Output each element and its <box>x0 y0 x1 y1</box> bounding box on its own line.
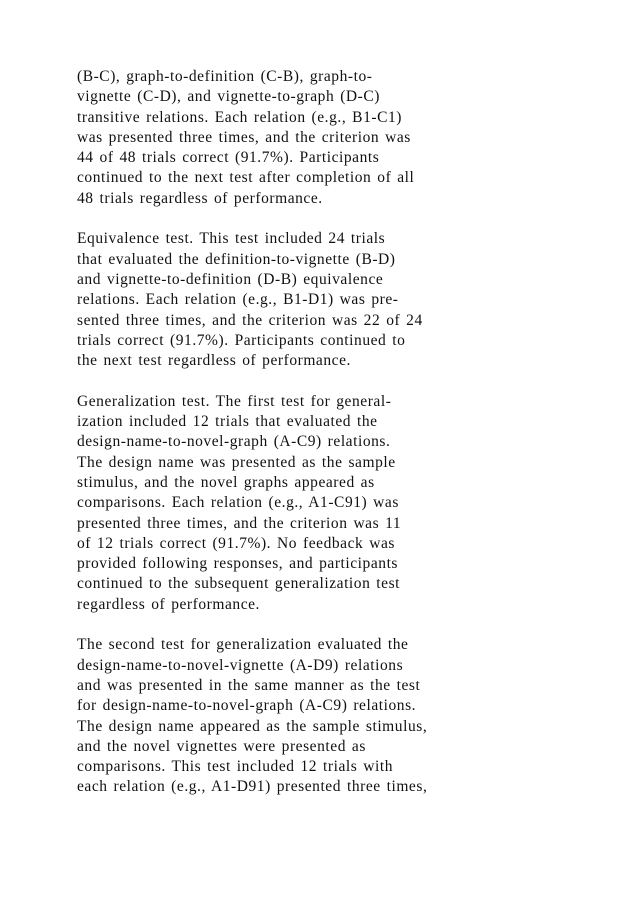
text-line: was presented three times, and the criterion was <box>77 128 411 146</box>
text-line: comparisons. This test included 12 trials with <box>77 758 393 776</box>
text-line: ization included 12 trials that evaluated the <box>77 413 378 431</box>
text-line: the next test regardless of performance. <box>77 352 351 370</box>
paragraph-second-generalization-test <box>77 635 617 797</box>
text-line: that evaluated the definition-to-vignette (B-D) <box>77 250 396 268</box>
text-line: transitive relations. Each relation (e.g., B1-C1) <box>77 108 402 126</box>
text-line: continued to the next test after completion of all <box>77 169 415 187</box>
text-line: of 12 trials correct (91.7%). No feedback was <box>77 534 396 552</box>
text-line: 44 of 48 trials correct (91.7%). Participants <box>77 149 380 167</box>
text-line: regardless of performance. <box>77 595 260 613</box>
text-line: The design name appeared as the sample stimulus, <box>77 717 428 735</box>
text-line: 48 trials regardless of performance. <box>77 189 323 207</box>
paragraph-equivalence-test <box>77 229 617 371</box>
text-line: sented three times, and the criterion was 22 of 24 <box>77 311 423 329</box>
text-line: continued to the subsequent generalization test <box>77 575 401 593</box>
text-line: stimulus, and the novel graphs appeared as <box>77 473 375 491</box>
text-line: comparisons. Each relation (e.g., A1-C91) was <box>77 494 399 512</box>
text-line: and vignette-to-definition (D-B) equivalence <box>77 270 384 288</box>
text-line: vignette (C-D), and vignette-to-graph (D-C) <box>77 88 380 106</box>
text-line: trials correct (91.7%). Participants continued to <box>77 331 406 349</box>
text-line: Equivalence test. This test included 24 trials <box>77 230 386 248</box>
text-line: each relation (e.g., A1-D91) presented three times, <box>77 778 428 796</box>
paragraph-generalization-test <box>77 392 617 615</box>
text-line: and was presented in the same manner as the test <box>77 676 421 694</box>
text-line: for design-name-to-novel-graph (A-C9) relations. <box>77 697 417 715</box>
text-line: and the novel vignettes were presented as <box>77 737 366 755</box>
paragraph-transitive-relations <box>77 67 617 209</box>
text-line: Generalization test. The first test for general- <box>77 392 392 410</box>
text-line: design-name-to-novel-graph (A-C9) relations. <box>77 433 391 451</box>
document-body <box>77 67 617 818</box>
text-line: The design name was presented as the sample <box>77 453 396 471</box>
text-line: provided following responses, and participants <box>77 555 399 573</box>
text-line: relations. Each relation (e.g., B1-D1) was pre- <box>77 291 399 309</box>
text-line: design-name-to-novel-vignette (A-D9) relations <box>77 656 404 674</box>
text-line: (B-C), graph-to-definition (C-B), graph-to- <box>77 68 373 85</box>
text-line: presented three times, and the criterion was 11 <box>77 514 402 532</box>
text-line: The second test for generalization evaluated the <box>77 636 409 654</box>
